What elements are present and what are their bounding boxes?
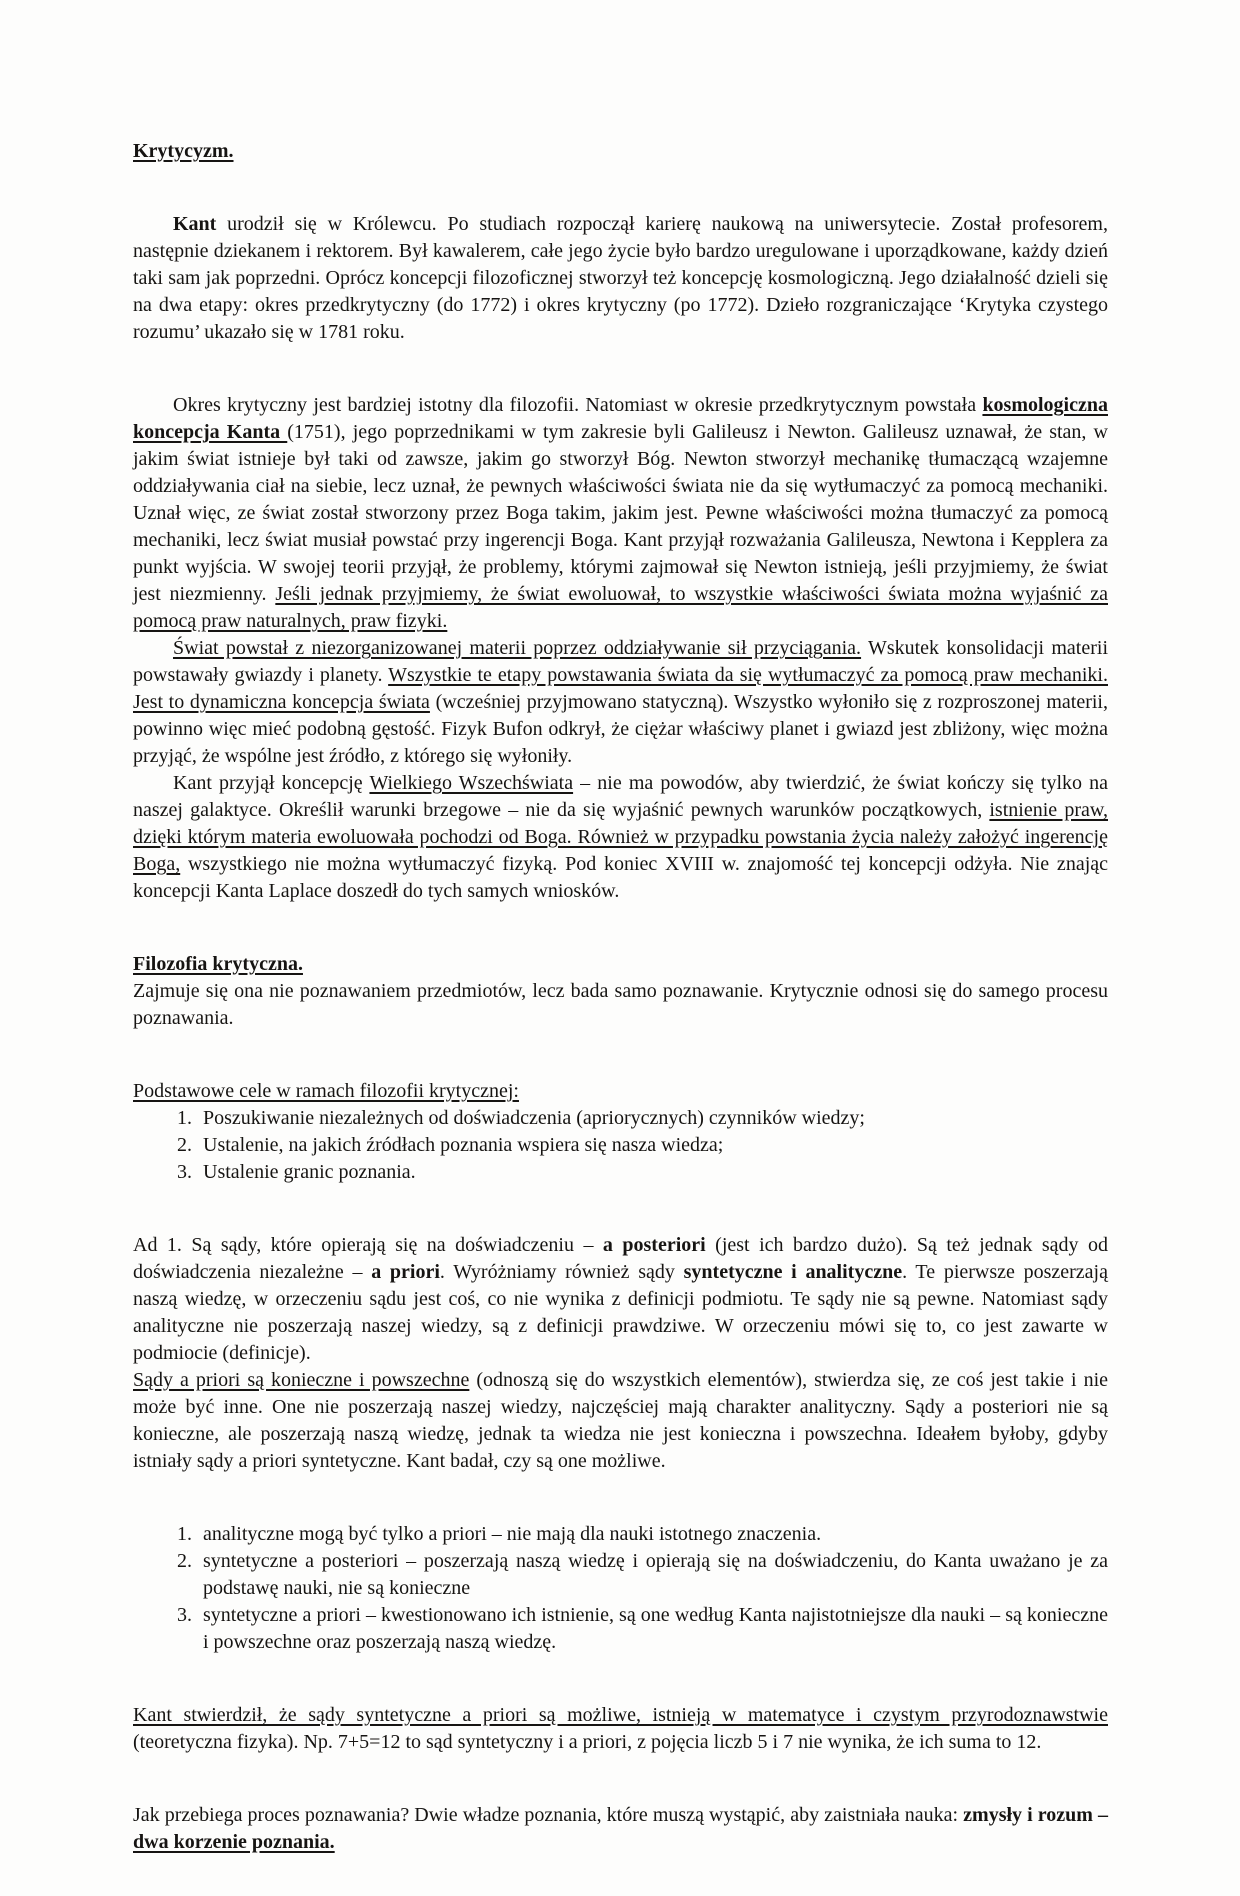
ordered-list — [133, 1105, 1108, 1186]
list-item — [197, 1159, 1108, 1186]
text-segment: Kant przyjął koncepcję — [173, 772, 370, 794]
text-segment: (odnoszą się do wszystkich elementów), stwierdza się, ze coś jest takie i nie może być inne. One nie poszerzają naszej wiedzy, najczęściej mają charakter analityczny. Sądy a posteriori nie są konieczne, ale poszerzają naszą wiedzę, jednak ta wiedza nie jest konieczna i powszechna. Ideałem byłoby, gdyby istniały sądy a priori syntetyczne. Kant badał, czy są one możliwe. — [133, 1369, 1109, 1472]
paragraph — [133, 1802, 1108, 1856]
text-segment: Ad 1. Są sądy, które opierają się na doświadczeniu – — [133, 1234, 603, 1256]
paragraph — [133, 1232, 1108, 1367]
text-segment: Sądy a priori są konieczne i powszechne — [133, 1369, 470, 1391]
text-segment: syntetyczne a priori – kwestionowano ich istnienie, są one według Kanta najistotniejsze dla nauki – są konieczne i powszechne oraz poszerzają naszą wiedzę. — [203, 1604, 1108, 1653]
blank-line — [133, 1475, 1108, 1521]
blank-line — [133, 165, 1108, 211]
text-segment: Okres krytyczny jest bardziej istotny dla filozofii. Natomiast w okresie przedkrytycznym powstała — [173, 394, 983, 416]
text-segment: Wielkiego Wszechświata — [369, 772, 574, 794]
text-segment: istnienie praw, dzięki którym materia ewoluowała pochodzi od Boga. Również w przypadku powstania życia należy założyć ingerencję Boga, — [133, 799, 1108, 875]
blank-line — [133, 1032, 1108, 1078]
text-segment: urodził się w Królewcu. Po studiach rozpoczął karierę naukową na uniwersytecie. Został profesorem, następnie dziekanem i rektorem. Był kawalerem, całe jego życie było bardzo uregulowane i uporządkowane, każdy dzień taki sam jak poprzedni. Oprócz koncepcji filozoficznej stworzył też koncepcję kosmologiczną. Jego działalność dzieli się na dwa etapy: okres przedkrytyczny (do 1772) i okres krytyczny (po 1772). Dzieło rozgraniczające ‘Krytyka czystego rozumu’ ukazało się w 1781 roku. — [133, 213, 1108, 343]
text-segment: – nie ma powodów, aby twierdzić, że świat kończy się tylko na naszej galaktyce. Określił warunki brzegowe – nie da się wyjaśnić pewnych warunków początkowych, — [133, 772, 1109, 821]
list-item — [197, 1602, 1108, 1656]
blank-line — [133, 1186, 1108, 1232]
text-segment: Podstawowe cele w ramach filozofii krytycznej: — [133, 1080, 519, 1102]
ordered-list — [133, 1521, 1108, 1656]
text-segment: syntetyczne i analityczne — [683, 1261, 903, 1283]
paragraph — [133, 978, 1108, 1032]
text-segment: (wcześniej przyjmowano statyczną). Wszystko wyłoniło się z rozproszonej materii, powinno więc mieć podobną gęstość. Fizyk Bufon odkrył, że ciężar właściwy planet i gwiazd jest zbliżony, więc można przyjąć, że wspólne jest źródło, z którego się wyłoniły. — [133, 691, 1108, 767]
blank-line — [133, 346, 1108, 392]
text-segment: Jak przebiega proces poznawania? Dwie władze poznania, które muszą wystąpić, aby zaistniała nauka: — [133, 1804, 964, 1826]
text-segment: . Wyróżniamy również sądy — [439, 1261, 684, 1283]
section-heading — [133, 951, 1108, 978]
text-segment: Ustalenie, na jakich źródłach poznania wspiera się nasza wiedza; — [203, 1134, 724, 1156]
text-segment: Filozofia krytyczna. — [133, 953, 303, 975]
text-segment: (1751), jego poprzednikami w tym zakresie byli Galileusz i Newton. Galileusz uznawał, że stan, w jakim świat istnieje był taki od zawsze, jakim go stworzył Bóg. Newton stworzył mechanikę tłumaczącą wzajemne oddziaływania ciał na siebie, lecz uznał, że pewnych właściwości świata nie da się wytłumaczyć za pomocą mechaniki. Uznał więc, ze świat został stworzony przez Boga takim, jakim jest. Pewne właściwości można tłumaczyć za pomocą mechaniki, lecz świat musiał powstać przy ingerencji Boga. Kant przyjął rozważania Galileusza, Newtona i Kepplera za punkt wyjścia. W swojej teorii przyjął, że problemy, którymi zajmował się Newton istnieją, jeśli przyjmiemy, że świat jest niezmienny. — [133, 421, 1108, 605]
text-segment: Świat powstał z niezorganizowanej materii poprzez oddziaływanie sił przyciągania. — [173, 637, 862, 659]
text-segment: a posteriori — [602, 1234, 706, 1256]
list-item — [197, 1548, 1108, 1602]
text-segment: (teoretyczna fizyka). Np. 7+5=12 to sąd syntetyczny i a priori, z pojęcia liczb 5 i 7 nie wynika, że ich suma to 12. — [133, 1731, 1042, 1753]
text-segment: (jest ich bardzo dużo). Są też jednak sądy od doświadczenia niezależne – — [133, 1234, 1109, 1283]
list-item — [197, 1521, 1108, 1548]
section-heading — [133, 138, 1108, 165]
blank-line — [133, 1656, 1108, 1702]
paragraph — [133, 635, 1108, 770]
list-item — [197, 1105, 1108, 1132]
text-segment: Kant — [173, 213, 217, 235]
text-segment: Poszukiwanie niezależnych od doświadczenia (apriorycznych) czynników wiedzy; — [203, 1107, 865, 1129]
paragraph — [133, 211, 1108, 346]
document-body — [133, 138, 1108, 1856]
text-segment: . Te pierwsze poszerzają naszą wiedzę, w orzeczeniu sądu jest coś, co nie wynika z definicji podmiotu. Te sądy nie są pewne. Natomiast sądy analityczne nie poszerzają naszej wiedzy, są z definicji prawdziwe. W orzeczeniu mówi się to, co jest zawarte w podmiocie (definicje). — [133, 1261, 1108, 1364]
text-segment: syntetyczne a posteriori – poszerzają naszą wiedzę i opierają się na doświadczeniu, do Kanta uważano je za podstawę nauki, nie są konieczne — [203, 1550, 1108, 1599]
text-segment: zmysły i rozum – — [963, 1804, 1109, 1826]
text-segment: dwa korzenie poznania. — [133, 1831, 335, 1853]
text-segment: Wskutek konsolidacji materii powstawały gwiazdy i planety. — [133, 637, 1108, 686]
paragraph — [133, 1078, 1108, 1105]
text-segment: Zajmuje się ona nie poznawaniem przedmiotów, lecz bada samo poznawanie. Krytycznie odnosi się do samego procesu poznawania. — [133, 980, 1108, 1029]
text-segment: Krytycyzm. — [133, 140, 234, 162]
text-segment: kosmologiczna koncepcja Kanta — [133, 394, 1108, 443]
text-segment: Wszystkie te etapy powstawania świata da się wytłumaczyć za pomocą praw mechaniki. Jest to dynamiczna koncepcja świata — [133, 664, 1108, 713]
paragraph — [133, 770, 1108, 905]
text-segment: Jeśli jednak przyjmiemy, że świat ewoluował, to wszystkie właściwości świata można wyjaśnić za pomocą praw naturalnych, praw fizyki. — [133, 583, 1108, 632]
blank-line — [133, 1756, 1108, 1802]
text-segment: wszystkiego nie można wytłumaczyć fizyką. Pod koniec XVIII w. znajomość tej koncepcji odżyła. Nie znając koncepcji Kanta Laplace doszedł do tych samych wniosków. — [133, 853, 1108, 902]
blank-line — [133, 905, 1108, 951]
list-item — [197, 1132, 1108, 1159]
paragraph — [133, 1702, 1108, 1756]
text-segment: analityczne mogą być tylko a priori – nie mają dla nauki istotnego znaczenia. — [203, 1523, 822, 1545]
paragraph — [133, 392, 1108, 635]
text-segment: Ustalenie granic poznania. — [203, 1161, 416, 1183]
text-segment: Kant stwierdził, że sądy syntetyczne a priori są możliwe, istnieją w matematyce i czystym przyrodoznawstwie — [133, 1704, 1108, 1726]
paragraph — [133, 1367, 1108, 1475]
text-segment: a priori — [371, 1261, 440, 1283]
